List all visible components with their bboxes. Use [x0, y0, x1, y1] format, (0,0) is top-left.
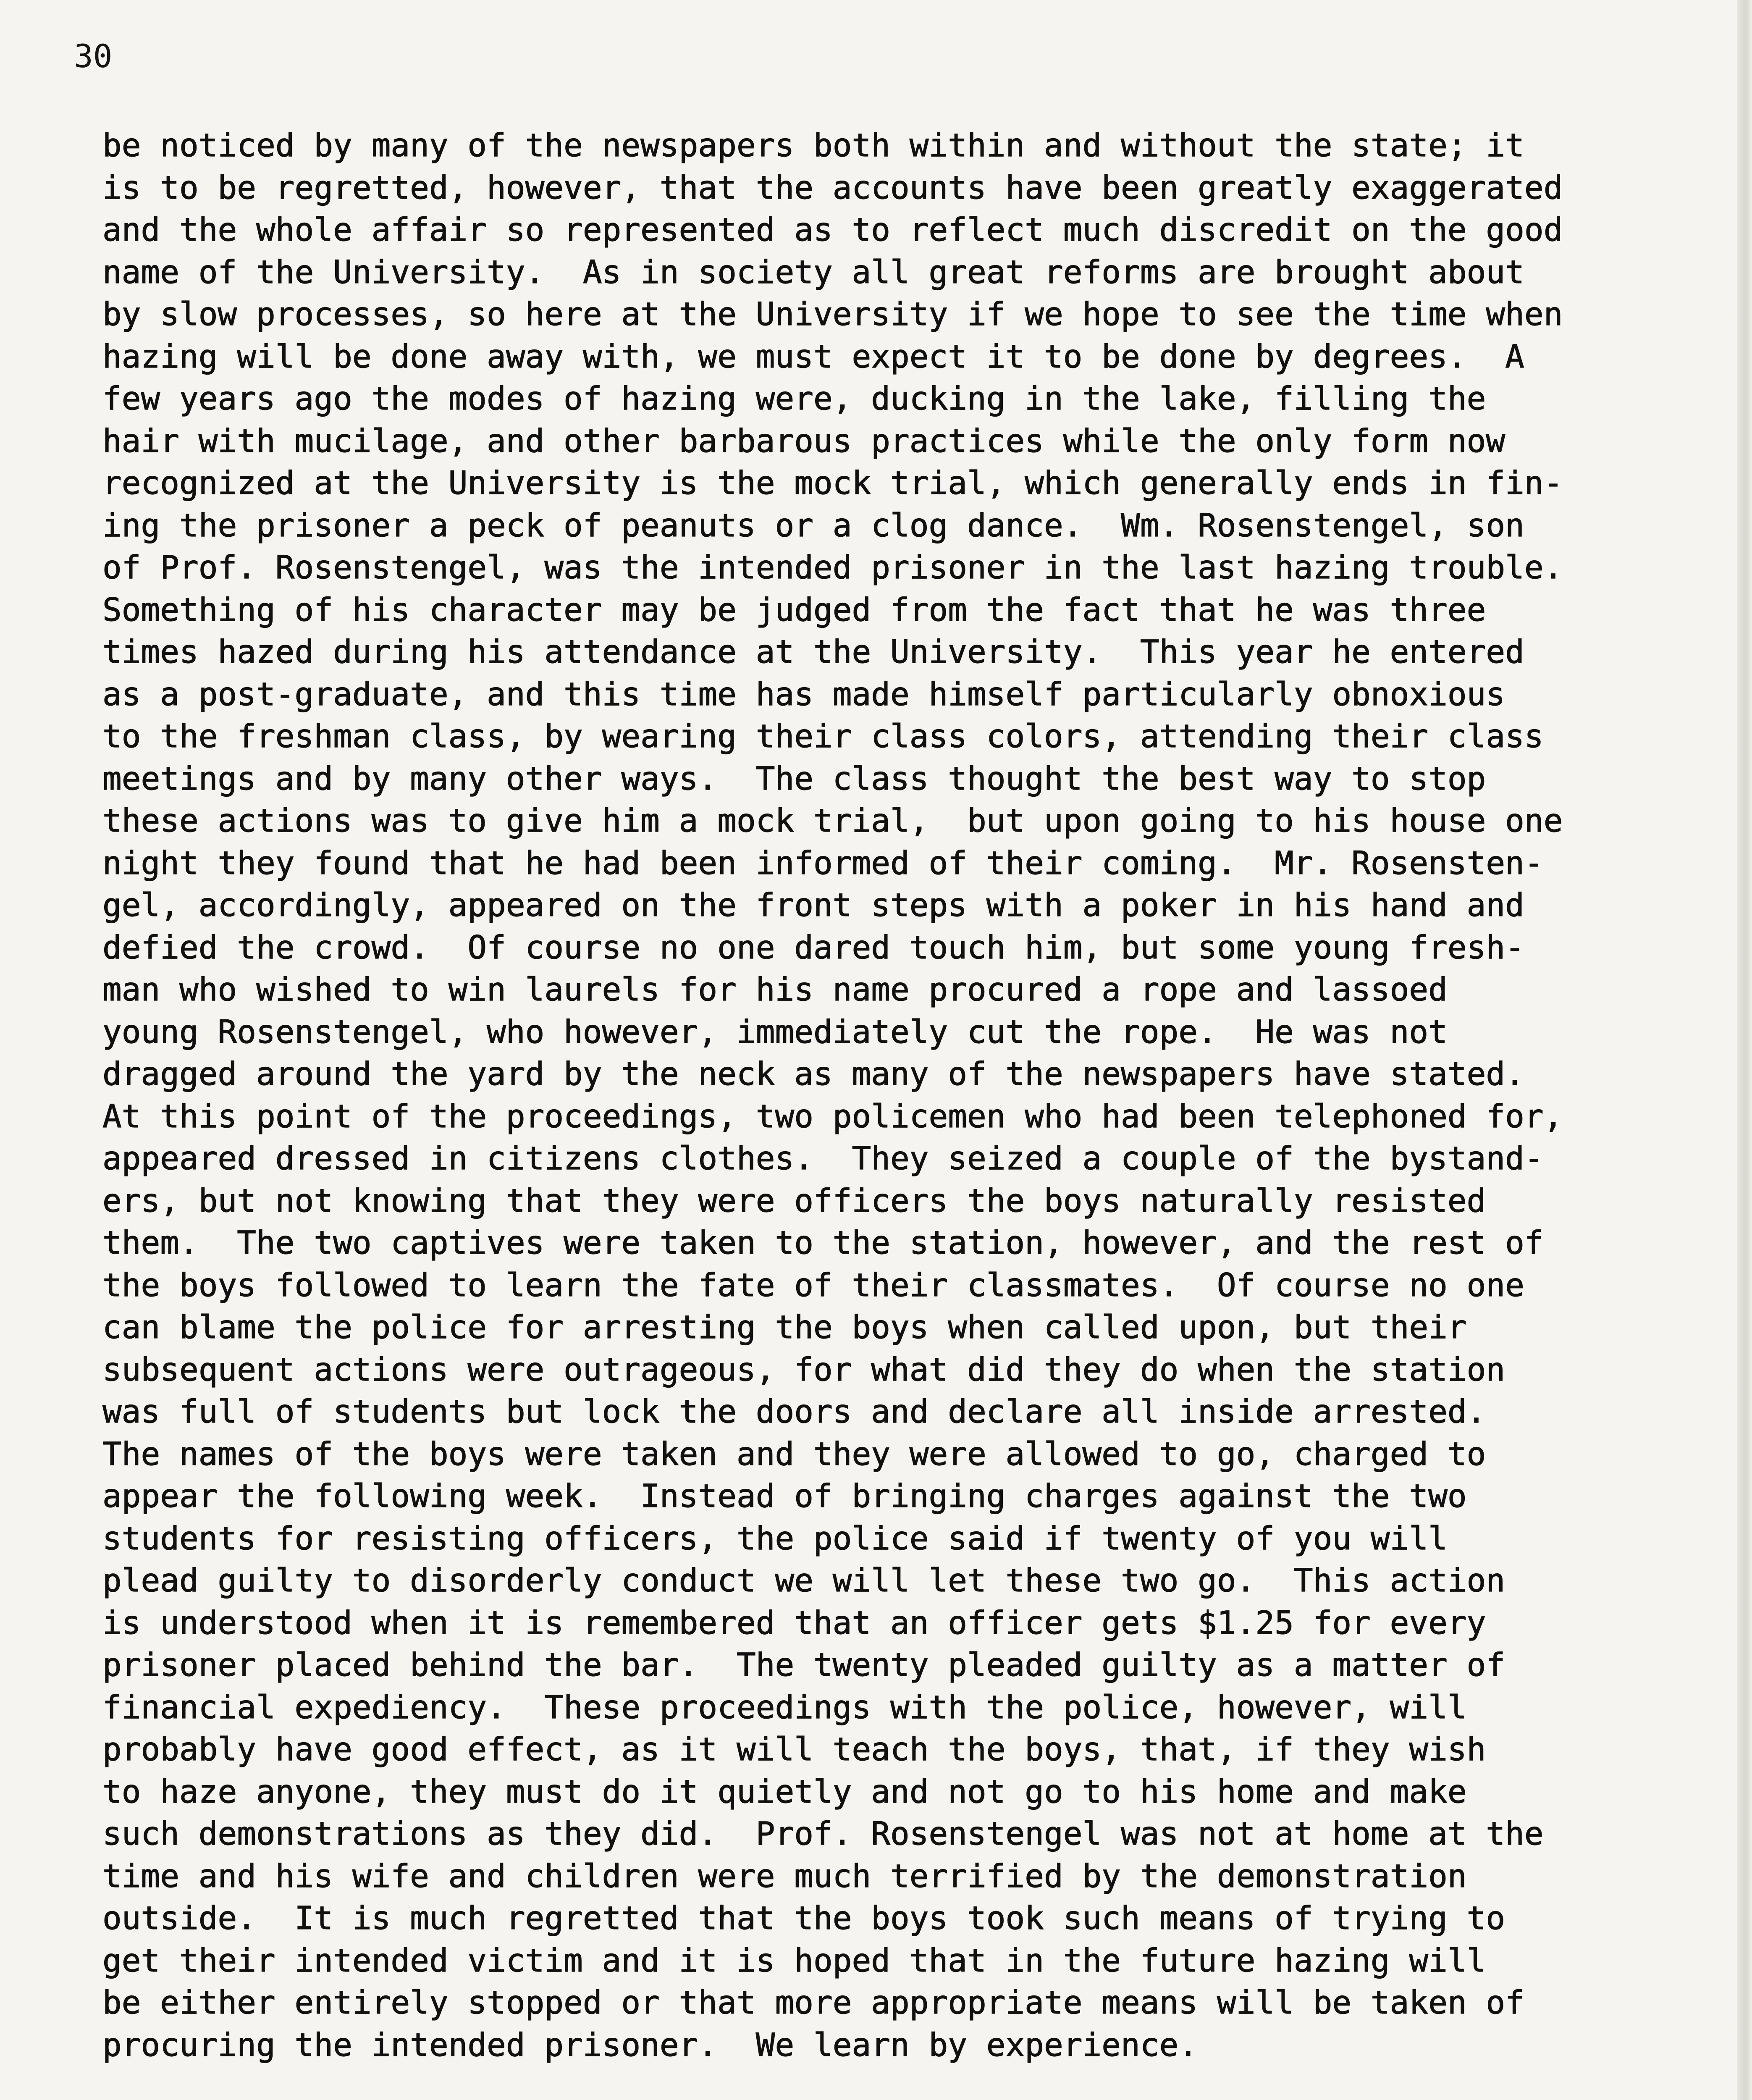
text-line: man who wished to win laurels for his name procured a rope and lassoed: [102, 971, 1448, 1008]
paragraph: [102, 124, 1723, 2066]
text-line: appear the following week. Instead of bringing charges against the two: [102, 1477, 1467, 1515]
text-line: name of the University. As in society all great reforms are brought about: [102, 253, 1524, 291]
page-edge-shadow: [1737, 0, 1752, 2100]
text-line: be either entirely stopped or that more appropriate means will be taken of: [102, 1984, 1524, 2021]
text-line: be noticed by many of the newspapers both within and without the state; it: [102, 126, 1524, 164]
text-line: is understood when it is remembered that an officer gets $1.25 for every: [102, 1604, 1486, 1641]
text-line: these actions was to give him a mock trial, but upon going to his house one: [102, 802, 1563, 839]
text-line: can blame the police for arresting the boys when called upon, but their: [102, 1308, 1467, 1346]
text-line: few years ago the modes of hazing were, ducking in the lake, filling the: [102, 380, 1486, 417]
text-line: such demonstrations as they did. Prof. Rosenstengel was not at home at the: [102, 1815, 1544, 1852]
text-line: time and his wife and children were much terrified by the demonstration: [102, 1857, 1467, 1895]
text-line: financial expediency. These proceedings with the police, however, will: [102, 1688, 1467, 1726]
text-line: gel, accordingly, appeared on the front steps with a poker in his hand and: [102, 886, 1524, 924]
text-line: recognized at the University is the mock trial, which generally ends in fin-: [102, 464, 1563, 501]
text-line: outside. It is much regretted that the boys took such means of trying to: [102, 1899, 1505, 1937]
text-line: subsequent actions were outrageous, for what did they do when the station: [102, 1350, 1505, 1388]
text-line: is to be regretted, however, that the accounts have been greatly exaggerated: [102, 168, 1563, 206]
text-line: the boys followed to learn the fate of their classmates. Of course no one: [102, 1266, 1524, 1304]
text-line: and the whole affair so represented as to reflect much discredit on the good: [102, 211, 1563, 248]
body-text: [102, 124, 1723, 2100]
text-line: dragged around the yard by the neck as many of the newspapers have stated.: [102, 1055, 1524, 1092]
text-line: defied the crowd. Of course no one dared touch him, but some young fresh-: [102, 928, 1524, 966]
text-line: plead guilty to disorderly conduct we will let these two go. This action: [102, 1562, 1505, 1599]
paragraph-gap: [102, 2066, 1723, 2100]
text-line: them. The two captives were taken to the station, however, and the rest of: [102, 1224, 1544, 1261]
text-line: At this point of the proceedings, two policemen who had been telephoned for,: [102, 1097, 1563, 1135]
text-line: ing the prisoner a peck of peanuts or a clog dance. Wm. Rosenstengel, son: [102, 506, 1524, 544]
text-line: Something of his character may be judged from the fact that he was three: [102, 591, 1486, 628]
text-line: prisoner placed behind the bar. The twenty pleaded guilty as a matter of: [102, 1646, 1505, 1683]
text-line: as a post-graduate, and this time has made himself particularly obnoxious: [102, 675, 1505, 713]
text-line: young Rosenstengel, who however, immediately cut the rope. He was not: [102, 1013, 1448, 1050]
text-line: by slow processes, so here at the University if we hope to see the time when: [102, 295, 1563, 333]
text-line: get their intended victim and it is hoped that in the future hazing will: [102, 1941, 1486, 1979]
text-line: was full of students but lock the doors and declare all inside arrested.: [102, 1393, 1486, 1430]
text-line: The names of the boys were taken and they were allowed to go, charged to: [102, 1435, 1486, 1473]
text-line: appeared dressed in citizens clothes. They seized a couple of the bystand-: [102, 1139, 1544, 1177]
text-line: night they found that he had been informed of their coming. Mr. Rosensten-: [102, 844, 1544, 882]
page-number: 30: [74, 37, 113, 75]
text-line: to haze anyone, they must do it quietly and not go to his home and make: [102, 1772, 1467, 1810]
text-line: hazing will be done away with, we must expect it to be done by degrees. A: [102, 337, 1524, 375]
text-line: ers, but not knowing that they were officers the boys naturally resisted: [102, 1181, 1486, 1219]
text-line: meetings and by many other ways. The class thought the best way to stop: [102, 759, 1486, 797]
text-line: probably have good effect, as it will teach the boys, that, if they wish: [102, 1730, 1486, 1768]
text-line: to the freshman class, by wearing their class colors, attending their class: [102, 717, 1544, 755]
text-line: students for resisting officers, the police said if twenty of you will: [102, 1519, 1448, 1557]
text-line: of Prof. Rosenstengel, was the intended prisoner in the last hazing trouble.: [102, 549, 1563, 586]
text-line: procuring the intended prisoner. We learn by experience.: [102, 2026, 1198, 2063]
text-line: times hazed during his attendance at the University. This year he entered: [102, 633, 1524, 670]
text-line: hair with mucilage, and other barbarous practices while the only form now: [102, 422, 1505, 459]
